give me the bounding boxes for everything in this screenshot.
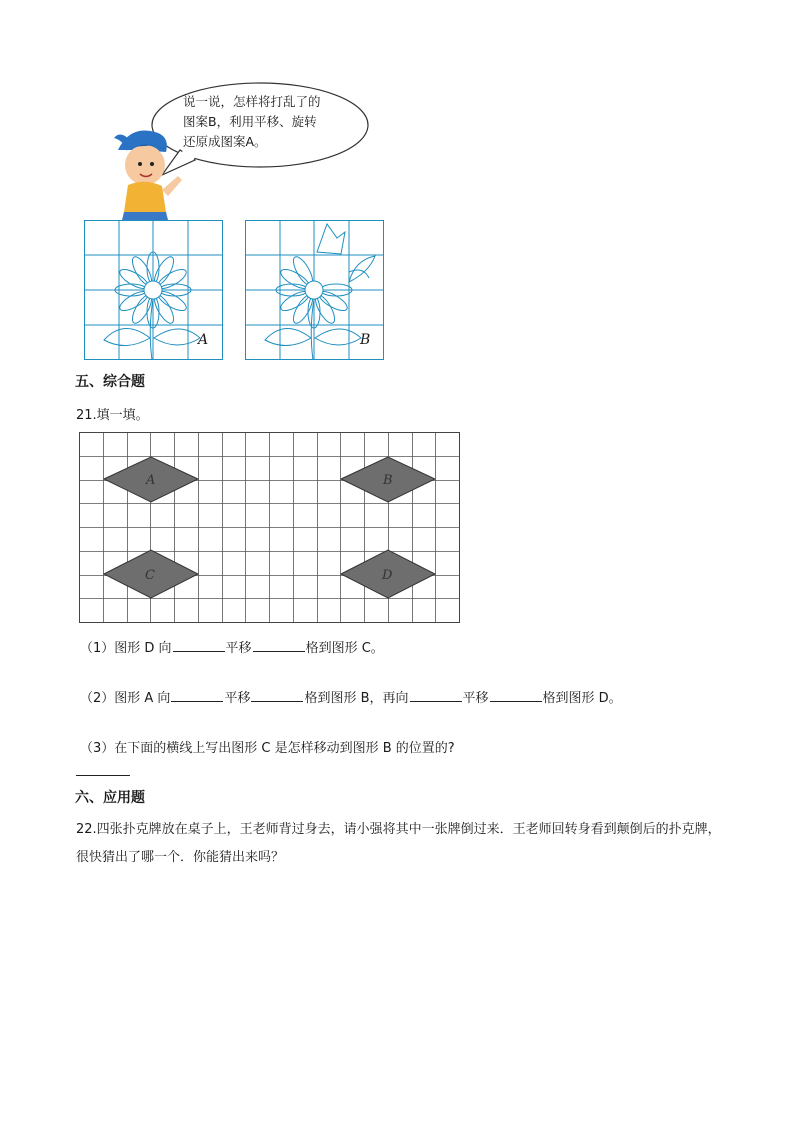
- speech-bubble-text: [183, 92, 321, 152]
- answer-blank[interactable]: [253, 639, 305, 652]
- q21-sub1: [80, 637, 384, 656]
- q21-sub1-mid: 平移: [225, 641, 252, 656]
- shape-b-label: B: [383, 473, 393, 488]
- answer-blank[interactable]: [251, 689, 303, 702]
- answer-blank[interactable]: [410, 689, 462, 702]
- shape-c-label: C: [145, 568, 155, 583]
- grid-svg: [79, 432, 462, 625]
- shape-a-label: A: [146, 473, 156, 488]
- q21-sub3-answer-line[interactable]: [76, 775, 130, 776]
- q21-sub2-mid1: 平移: [224, 691, 251, 706]
- q21-sub1-post: 格到图形 C。: [305, 641, 384, 656]
- q21-sub2-pre: （2）图形 A 向: [80, 691, 171, 706]
- answer-blank[interactable]: [490, 689, 542, 702]
- panel-a-label: A: [198, 332, 209, 348]
- section-5-title: 五、综合题: [75, 374, 145, 390]
- q21-prompt: 21.填一填。: [76, 408, 149, 423]
- q21-sub3: （3）在下面的横线上写出图形 C 是怎样移动到图形 B 的位置的?: [80, 741, 455, 756]
- q22-text: 22.四张扑克牌放在桌子上，王老师背过身去，请小强将其中一张牌倒过来．王老师回转身看到颠倒后的扑克牌，很快猜出了哪一个．你能猜出来吗？: [76, 822, 721, 865]
- q21-sub2-post: 格到图形 D。: [542, 691, 622, 706]
- q21-sub1-pre: （1）图形 D 向: [80, 641, 172, 656]
- q21-sub2-mid3: 平移: [462, 691, 489, 706]
- bubble-line-2: 图案B，利用平移、旋转: [183, 114, 317, 129]
- answer-blank[interactable]: [171, 689, 223, 702]
- answer-blank[interactable]: [173, 639, 225, 652]
- bubble-line-3: 还原成图案A。: [183, 134, 267, 149]
- bubble-line-1: 说一说，怎样将打乱了的: [183, 94, 321, 109]
- section-6-title: 六、应用题: [75, 790, 145, 806]
- q21-grid-figure: [79, 432, 462, 625]
- q21-sub2-mid2: 格到图形 B，再向: [304, 691, 409, 706]
- q21-sub2: [80, 687, 622, 706]
- panel-b-label: B: [360, 332, 371, 348]
- shape-d-label: D: [382, 568, 393, 583]
